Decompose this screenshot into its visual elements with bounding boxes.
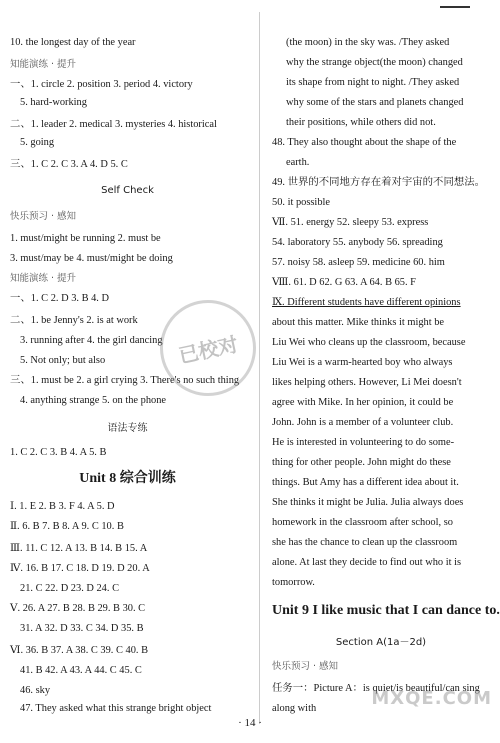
left-line: Ⅲ. 11. C 12. A 13. B 14. B 15. A	[10, 543, 148, 554]
right-line: things. But Amy has a different idea about it.	[272, 477, 459, 488]
right-line: thing for other people. John might do these	[272, 457, 451, 468]
right-line: Liu Wei is a warm-hearted boy who always	[272, 357, 453, 368]
right-line: likes helping others. However, Li Mei doesn't	[272, 377, 462, 388]
top-rule	[440, 6, 470, 8]
right-line: 54. laboratory 55. anybody 56. spreading	[272, 237, 443, 248]
right-line: about this matter. Mike thinks it might be	[272, 317, 445, 328]
left-line: 5. Not only; but also	[20, 355, 106, 366]
left-line: Self Check	[101, 185, 154, 196]
right-line: homework in the classroom after school, so	[272, 517, 453, 528]
right-line: (the moon) in the sky was. /They asked	[286, 37, 450, 48]
right-line: alone. At last they decide to find out who it is	[272, 557, 462, 568]
left-line: 5. hard-working	[20, 97, 87, 108]
left-line: 语法专练	[107, 423, 148, 434]
left-line: 21. C 22. D 23. D 24. C	[20, 583, 120, 594]
right-line: He is interested in volunteering to do some-	[272, 437, 455, 448]
left-line: 1. must/might be running 2. must be	[10, 233, 161, 244]
left-line: Ⅰ. 1. E 2. B 3. F 4. A 5. D	[10, 501, 115, 512]
left-line: Ⅱ. 6. B 7. B 8. A 9. C 10. B	[10, 521, 124, 532]
left-line: 知能演练 · 提升	[10, 273, 77, 284]
left-line: 3. must/may be 4. must/might be doing	[10, 253, 173, 264]
left-line: 一、1. C 2. D 3. B 4. D	[10, 293, 110, 304]
left-line: 1. C 2. C 3. B 4. A 5. B	[10, 447, 107, 458]
left-line: 一、1. circle 2. position 3. period 4. victory	[10, 79, 193, 90]
right-line: along with	[272, 703, 317, 714]
proofread-stamp: 已校对	[151, 291, 265, 405]
left-line: 31. A 32. D 33. C 34. D 35. B	[20, 623, 144, 634]
left-line: 3. running after 4. the girl dancing	[20, 335, 163, 346]
left-line: 二、1. leader 2. medical 3. mysteries 4. historical	[10, 119, 217, 130]
right-line: Ⅷ. 61. D 62. G 63. A 64. B 65. F	[272, 277, 416, 288]
right-line: why some of the stars and planets changed	[286, 97, 464, 108]
left-line: 三、1. C 2. C 3. A 4. D 5. C	[10, 159, 128, 170]
watermark: MXQE.COM	[371, 688, 492, 709]
right-line: Liu Wei who cleans up the classroom, because	[272, 337, 466, 348]
left-line: Ⅵ. 36. B 37. A 38. C 39. C 40. B	[10, 645, 149, 656]
left-line: Unit 8 综合训练	[79, 471, 176, 486]
right-line: John. John is a member of a volunteer club.	[272, 417, 454, 428]
right-line: why the strange object(the moon) changed	[286, 57, 463, 68]
left-line: 41. B 42. A 43. A 44. C 45. C	[20, 665, 142, 676]
left-line: 47. They asked what this strange bright object	[20, 703, 212, 714]
left-line: 知能演练 · 提升	[10, 59, 77, 70]
right-line: 快乐预习 · 感知	[272, 661, 339, 672]
left-line: Ⅴ. 26. A 27. B 28. B 29. B 30. C	[10, 603, 146, 614]
right-line: 50. it possible	[272, 197, 331, 208]
right-line: she has the chance to clean up the classroom	[272, 537, 458, 548]
right-line: Ⅸ. Different students have different opinions	[272, 297, 461, 308]
left-line: 5. going	[20, 137, 55, 148]
right-line: 任务一：Picture A：is quiet/is beautiful/can sing	[272, 683, 480, 694]
left-line: 10. the longest day of the year	[10, 37, 136, 48]
right-line: Ⅶ. 51. energy 52. sleepy 53. express	[272, 217, 429, 228]
right-line: agree with Mike. In her opinion, it could be	[272, 397, 454, 408]
column-divider	[259, 12, 260, 724]
right-line: tomorrow.	[272, 577, 315, 588]
right-line: Unit 9 I like music that I can dance to.	[272, 603, 500, 618]
right-line: its shape from night to night. /They asked	[286, 77, 460, 88]
right-line: 57. noisy 58. asleep 59. medicine 60. him	[272, 257, 445, 268]
right-line: She thinks it might be Julia. Julia always does	[272, 497, 464, 508]
right-line: 48. They also thought about the shape of the	[272, 137, 457, 148]
page-number: · 14 ·	[238, 717, 262, 729]
right-line: earth.	[286, 157, 310, 168]
left-line: 快乐预习 · 感知	[10, 211, 77, 222]
left-line: 46. sky	[20, 685, 51, 696]
left-line: 二、1. be Jenny's 2. is at work	[10, 315, 138, 326]
left-line: 三、1. must be 2. a girl crying 3. There's no such thing	[10, 375, 240, 386]
right-line: Section A(1a－2d)	[335, 637, 427, 648]
right-line: 49. 世界的不同地方存在着对宇宙的不同想法。	[272, 177, 486, 188]
right-line: their positions, while others did not.	[286, 117, 436, 128]
left-line: Ⅳ. 16. B 17. C 18. D 19. D 20. A	[10, 563, 150, 574]
left-line: 4. anything strange 5. on the phone	[20, 395, 167, 406]
